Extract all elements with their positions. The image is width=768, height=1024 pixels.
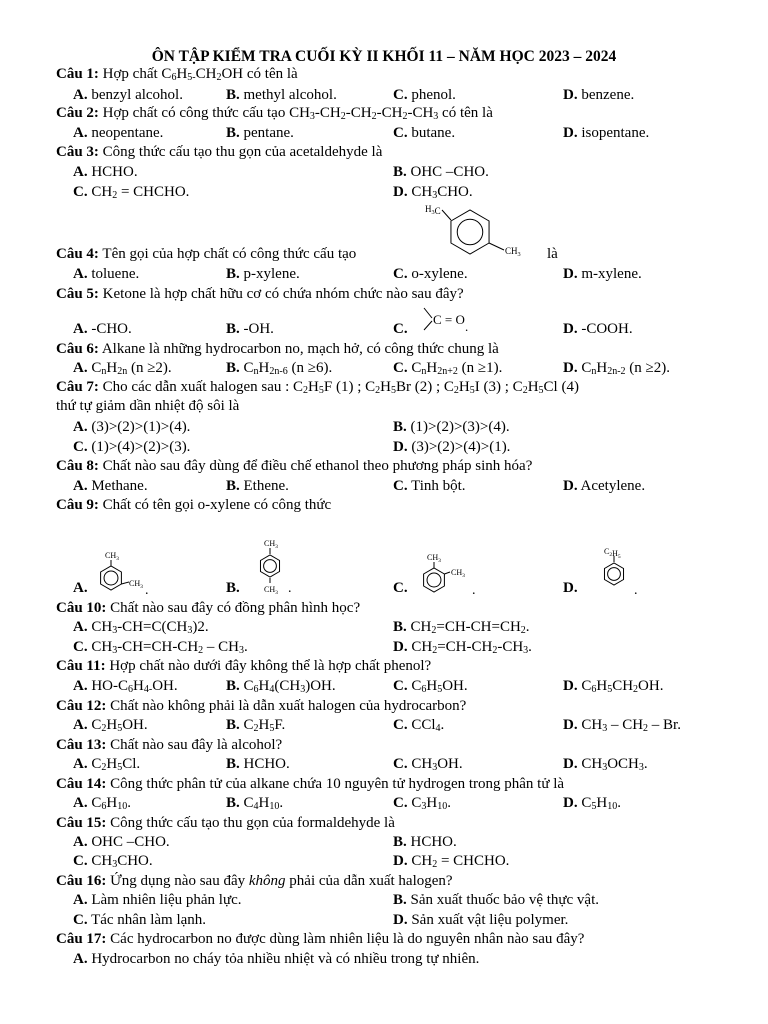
option-letter: D. xyxy=(563,580,578,596)
question-4-structure xyxy=(424,198,521,262)
svg-text:.: . xyxy=(634,583,638,598)
option-a xyxy=(73,164,138,181)
option-letter: C. xyxy=(393,87,408,103)
option-d xyxy=(563,580,578,597)
option-letter: C. xyxy=(393,478,408,494)
svg-text:CH3: $CH_3$ xyxy=(505,246,521,258)
option-b xyxy=(393,834,457,851)
option-a-structure xyxy=(89,548,153,596)
option-c-structure-svg xyxy=(410,548,480,596)
option-letter: A. xyxy=(73,321,88,337)
option-a xyxy=(73,87,183,104)
option-letter: A. xyxy=(73,717,88,733)
svg-text:CH3: $CH_3$ xyxy=(129,579,143,590)
option-c xyxy=(73,912,206,929)
option-b xyxy=(393,619,530,636)
option-letter: C. xyxy=(73,853,88,869)
option-d-structure-svg xyxy=(586,544,646,596)
option-text: isopentane. xyxy=(577,125,650,141)
option-text: $C_nH_{2n+2}$ (n ≥1). xyxy=(407,360,503,377)
option-letter: A. xyxy=(73,419,88,435)
option-text: $CH_3CHO$. xyxy=(87,853,153,870)
option-text: HCHO. xyxy=(87,164,138,180)
option-text: -COOH. xyxy=(577,321,633,337)
option-letter: A. xyxy=(73,478,88,494)
option-letter: D. xyxy=(563,87,578,103)
question-text: Công thức cấu tạo thu gọn của acetaldehyde là xyxy=(98,144,383,160)
option-text: neopentane. xyxy=(87,125,164,141)
option-a xyxy=(73,717,148,734)
option-text: $C_6H_4(CH_3)OH$. xyxy=(239,678,336,695)
question-text: Tên gọi của hợp chất có công thức cấu tạo xyxy=(98,246,357,262)
option-b xyxy=(226,717,285,734)
question-text: Hợp chất có công thức cấu tạo $CH_3-CH_2-CH_2-CH_2-CH_3$ có tên là xyxy=(98,105,493,122)
question-text: Hợp chất nào dưới đây không thể là hợp chất phenol? xyxy=(105,658,432,674)
question-number: Câu 15: xyxy=(56,815,107,831)
option-letter: C. xyxy=(393,717,408,733)
option-text: benzyl alcohol. xyxy=(87,87,183,103)
question-5-carbonyl-svg xyxy=(418,306,470,334)
option-letter: C. xyxy=(73,912,88,928)
option-d xyxy=(563,717,681,734)
question-text: Ketone là hợp chất hữu cơ có chứa nhóm chức nào sau đây? xyxy=(98,286,464,302)
option-d xyxy=(393,912,568,929)
option-b xyxy=(226,756,290,773)
question-text: Alkane là những hydrocarbon no, mạch hở, có công thức chung là xyxy=(98,341,499,357)
option-text: pentane. xyxy=(239,125,294,141)
option-b xyxy=(226,795,283,812)
question-5-carbonyl xyxy=(418,306,470,334)
question-number: Câu 11: xyxy=(56,658,106,674)
svg-text:CH3: $CH_3$ xyxy=(264,539,278,550)
question-number: Câu 14: xyxy=(56,776,107,792)
option-letter: B. xyxy=(226,87,240,103)
option-text: (1)>(2)>(3)>(4). xyxy=(406,419,510,435)
option-letter: B. xyxy=(226,678,240,694)
option-text: (3)>(2)>(1)>(4). xyxy=(87,419,191,435)
svg-text:CH3: $CH_3$ xyxy=(264,585,278,596)
question-2 xyxy=(56,105,493,122)
option-a xyxy=(73,419,190,436)
question-12 xyxy=(56,698,466,715)
svg-text:.: . xyxy=(288,581,292,596)
option-text: Tinh bột. xyxy=(407,478,466,494)
option-a xyxy=(73,795,131,812)
question-text: Cho các dẫn xuất halogen sau : $C_2H_5F$ (1) ; $C_2H_5Br$ (2) ; $C_2H_5I$ (3) ; $C_2H_5Cl$ (4) xyxy=(98,379,579,396)
option-text: -OH. xyxy=(239,321,274,337)
svg-text:.: . xyxy=(465,319,469,334)
option-text: $HO-C_6H_{4-}OH$. xyxy=(87,678,178,695)
option-letter: D. xyxy=(563,360,578,376)
question-number: Câu 10: xyxy=(56,600,107,616)
question-text: Chất nào sau đây là alcohol? xyxy=(106,737,283,753)
option-text: Acetylene. xyxy=(577,478,646,494)
option-letter: C. xyxy=(393,756,408,772)
option-d xyxy=(563,87,634,104)
option-a xyxy=(73,266,139,283)
option-text: OHC –CHO. xyxy=(87,834,170,850)
option-text: $CH_3-CH=C(CH_3)2$. xyxy=(87,619,209,636)
option-a xyxy=(73,678,178,695)
question-15 xyxy=(56,815,395,832)
option-letter: C. xyxy=(73,639,88,655)
option-letter: B. xyxy=(226,717,240,733)
option-letter: D. xyxy=(563,125,578,141)
option-letter: A. xyxy=(73,360,88,376)
option-b xyxy=(226,478,289,495)
option-c xyxy=(73,184,189,201)
question-text: Công thức cấu tạo thu gọn của formaldehyde là xyxy=(106,815,395,831)
question-number: Câu 2: xyxy=(56,105,99,121)
question-text: Công thức phân tử của alkane chứa 10 nguyên tử hydrogen trong phân tử là xyxy=(106,776,565,792)
question-7 xyxy=(56,379,579,396)
option-letter: A. xyxy=(73,619,88,635)
option-c xyxy=(73,439,190,456)
option-text: methyl alcohol. xyxy=(239,87,337,103)
option-text: $C_6H_{10}$. xyxy=(87,795,131,812)
question-number: Câu 8: xyxy=(56,458,99,474)
svg-text:H3C: $H_3C$ xyxy=(425,204,441,216)
question-17 xyxy=(56,931,584,948)
option-text: $CH_2=CH-CH_2-CH_3$. xyxy=(407,639,532,656)
option-text: HCHO. xyxy=(239,756,290,772)
option-letter: D. xyxy=(393,912,408,928)
option-text: (3)>(2)>(4)>(1). xyxy=(407,439,511,455)
option-letter: B. xyxy=(226,478,240,494)
option-letter: A. xyxy=(73,678,88,694)
option-d xyxy=(563,125,649,142)
question-text: Chất có tên gọi o-xylene có công thức xyxy=(98,497,332,513)
option-letter: D. xyxy=(563,756,578,772)
option-a xyxy=(73,360,172,377)
option-text: HCHO. xyxy=(406,834,457,850)
option-text: p-xylene. xyxy=(239,266,300,282)
option-text: Ethene. xyxy=(239,478,289,494)
option-a xyxy=(73,580,88,597)
option-letter: C. xyxy=(73,439,88,455)
option-text: $CH_2$ = CHCHO. xyxy=(407,853,510,870)
option-letter: A. xyxy=(73,125,88,141)
option-letter: D. xyxy=(393,439,408,455)
svg-text:.: . xyxy=(472,583,476,598)
option-b xyxy=(393,892,599,909)
option-d xyxy=(393,639,532,656)
option-d xyxy=(563,678,663,695)
option-letter: D. xyxy=(563,678,578,694)
option-text: $C_nH_{2n-2}$ (n ≥2). xyxy=(577,360,671,377)
question-14 xyxy=(56,776,564,793)
question-11 xyxy=(56,658,431,675)
option-b xyxy=(226,321,274,338)
option-letter: B. xyxy=(393,834,407,850)
option-text: $C_nH_{2n-6}$ (n ≥6). xyxy=(239,360,333,377)
option-letter: D. xyxy=(393,853,408,869)
svg-text:C2H5: $C_2H_5$ xyxy=(604,547,621,560)
option-letter: B. xyxy=(226,125,240,141)
option-a xyxy=(73,125,163,142)
option-text: o-xylene. xyxy=(407,266,468,282)
option-text: $C_nH_{2n}$ (n ≥2). xyxy=(87,360,172,377)
option-text: $CH_2=CH-CH=CH_2$. xyxy=(406,619,530,636)
option-b xyxy=(393,419,510,436)
option-text: m-xylene. xyxy=(577,266,642,282)
option-text: $CH_3CHO$. xyxy=(407,184,473,201)
option-letter: A. xyxy=(73,266,88,282)
option-text: $CH_3OH$. xyxy=(407,756,463,773)
option-letter: B. xyxy=(226,756,240,772)
option-text: Hydrocarbon no cháy tỏa nhiều nhiệt và có nhiều trong tự nhiên. xyxy=(87,951,480,967)
option-letter: A. xyxy=(73,756,88,772)
svg-text:CH3: $CH_3$ xyxy=(427,553,441,564)
svg-text:C = O: C = O xyxy=(433,312,465,327)
option-letter: A. xyxy=(73,795,88,811)
question-text: Hợp chất $C_6H_{5-}CH_2OH$ có tên là xyxy=(98,66,298,83)
svg-text:CH3: $CH_3$ xyxy=(105,551,119,562)
option-d xyxy=(563,321,633,338)
option-letter: D. xyxy=(563,321,578,337)
option-a xyxy=(73,951,479,968)
option-letter: C. xyxy=(393,321,408,337)
question-13 xyxy=(56,737,282,754)
option-b-structure xyxy=(250,536,310,596)
option-d xyxy=(563,266,642,283)
option-letter: D. xyxy=(393,639,408,655)
option-d xyxy=(393,439,510,456)
option-c xyxy=(393,756,463,773)
question-8 xyxy=(56,458,532,475)
question-suffix: là xyxy=(547,246,558,262)
option-text: Methane. xyxy=(87,478,148,494)
option-text: butane. xyxy=(407,125,456,141)
option-letter: C. xyxy=(393,580,408,596)
option-letter: C. xyxy=(393,125,408,141)
question-number: Câu 3: xyxy=(56,144,99,160)
option-d xyxy=(393,853,509,870)
option-c xyxy=(393,678,468,695)
question-text: Chất nào sau đây có đồng phân hình học? xyxy=(106,600,361,616)
option-a xyxy=(73,834,170,851)
option-text: $C_2H_5F$. xyxy=(239,717,286,734)
option-letter: A. xyxy=(73,834,88,850)
option-letter: A. xyxy=(73,580,88,596)
svg-text:CH3: $CH_3$ xyxy=(451,568,465,579)
option-text: phenol. xyxy=(407,87,456,103)
question-16 xyxy=(56,873,453,890)
option-text: $C_6H_5CH_2OH$. xyxy=(577,678,664,695)
option-letter: A. xyxy=(73,892,88,908)
option-a xyxy=(73,756,140,773)
option-letter: D. xyxy=(563,478,578,494)
question-number: Câu 9: xyxy=(56,497,99,513)
question-number: Câu 12: xyxy=(56,698,107,714)
option-text: Tác nhân làm lạnh. xyxy=(87,912,207,928)
question-number: Câu 16: xyxy=(56,873,107,889)
option-c xyxy=(393,795,451,812)
option-d xyxy=(563,478,645,495)
option-text: $C_6H_5OH$. xyxy=(407,678,468,695)
option-letter: A. xyxy=(73,951,88,967)
option-b-structure-svg xyxy=(250,536,310,596)
option-text: $C_2H_5OH$. xyxy=(87,717,148,734)
option-text: $C_3H_{10}$. xyxy=(407,795,451,812)
question-number: Câu 4: xyxy=(56,246,99,262)
option-b xyxy=(226,580,240,597)
option-c xyxy=(393,717,444,734)
option-b xyxy=(226,360,332,377)
question-text: Các hydrocarbon no được dùng làm nhiên liệu là do nguyên nhân nào sau đây? xyxy=(106,931,585,947)
question-3 xyxy=(56,144,382,161)
option-c xyxy=(73,639,248,656)
option-letter: B. xyxy=(226,360,240,376)
question-text: Chất nào không phải là dẫn xuất halogen của hydrocarbon? xyxy=(106,698,467,714)
question-5 xyxy=(56,286,464,303)
option-text: benzene. xyxy=(577,87,635,103)
option-c-structure xyxy=(410,548,480,596)
option-b xyxy=(226,678,336,695)
option-c xyxy=(393,87,456,104)
option-d xyxy=(563,795,621,812)
question-number: Câu 6: xyxy=(56,341,99,357)
option-d xyxy=(563,756,648,773)
page-title: ÔN TẬP KIỂM TRA CUỐI KỲ II KHỐI 11 – NĂM HỌC 2023 – 2024 xyxy=(151,48,617,65)
option-letter: D. xyxy=(563,795,578,811)
option-letter: C. xyxy=(393,266,408,282)
option-text: $C_2H_5Cl$. xyxy=(87,756,141,773)
option-c xyxy=(393,580,408,597)
option-text: $CH_3-CH=CH-CH_2 - CH_3$. xyxy=(87,639,248,656)
option-a xyxy=(73,619,209,636)
option-text: CCl$_4$. xyxy=(407,717,445,734)
option-text: toluene. xyxy=(87,266,140,282)
option-letter: D. xyxy=(563,266,578,282)
option-a xyxy=(73,478,148,495)
question-6 xyxy=(56,341,499,358)
option-letter: B. xyxy=(393,619,407,635)
option-letter: A. xyxy=(73,87,88,103)
option-letter: D. xyxy=(563,717,578,733)
option-text: Sản xuất vật liệu polymer. xyxy=(407,912,569,928)
option-b xyxy=(226,266,300,283)
question-number: Câu 5: xyxy=(56,286,99,302)
option-c xyxy=(393,360,502,377)
option-letter: D. xyxy=(393,184,408,200)
question-10 xyxy=(56,600,360,617)
option-text: Làm nhiên liệu phản lực. xyxy=(87,892,242,908)
option-letter: B. xyxy=(393,892,407,908)
option-c xyxy=(393,478,466,495)
option-c xyxy=(393,266,468,283)
option-text: Sản xuất thuốc bảo vệ thực vật. xyxy=(406,892,600,908)
option-text: $C_4H_{10}$. xyxy=(239,795,284,812)
option-text: $CH_3OCH_3$. xyxy=(577,756,648,773)
question-9 xyxy=(56,497,331,514)
option-d xyxy=(563,360,670,377)
question-text: Chất nào sau đây dùng để điều chế ethanol theo phương pháp sinh hóa? xyxy=(98,458,533,474)
option-letter: B. xyxy=(226,580,240,596)
question-number: Câu 17: xyxy=(56,931,107,947)
option-a-structure-svg xyxy=(89,548,153,596)
option-letter: B. xyxy=(226,795,240,811)
option-letter: C. xyxy=(393,678,408,694)
svg-text:.: . xyxy=(145,583,149,598)
option-a xyxy=(73,321,132,338)
question-text: Ứng dụng nào sau đây không phải của dẫn xuất halogen? xyxy=(106,873,453,889)
option-letter: A. xyxy=(73,164,88,180)
option-b xyxy=(226,125,294,142)
option-letter: B. xyxy=(226,321,240,337)
option-c xyxy=(393,125,455,142)
option-text: $CH_2$ = CHCHO. xyxy=(87,184,190,201)
option-d-structure xyxy=(586,544,646,596)
option-letter: B. xyxy=(393,164,407,180)
option-letter: C. xyxy=(73,184,88,200)
option-letter: B. xyxy=(226,266,240,282)
question-number: Câu 7: xyxy=(56,379,99,395)
question-1 xyxy=(56,66,298,83)
option-b xyxy=(226,87,337,104)
question-4-structure-svg xyxy=(424,198,521,262)
option-text: OHC –CHO. xyxy=(406,164,489,180)
option-text: -CHO. xyxy=(87,321,132,337)
option-letter: B. xyxy=(393,419,407,435)
option-text: $CH_3 - CH_2$ – Br. xyxy=(577,717,681,734)
option-a xyxy=(73,892,242,909)
option-b xyxy=(393,164,489,181)
option-c xyxy=(73,853,153,870)
question-number: Câu 13: xyxy=(56,737,107,753)
question-number: Câu 1: xyxy=(56,66,99,82)
option-letter: C. xyxy=(393,360,408,376)
question-continuation: thứ tự giảm dần nhiệt độ sôi là xyxy=(56,398,240,414)
option-text: $C_5H_{10}$. xyxy=(577,795,621,812)
option-letter: C. xyxy=(393,795,408,811)
option-text: (1)>(4)>(2)>(3). xyxy=(87,439,191,455)
